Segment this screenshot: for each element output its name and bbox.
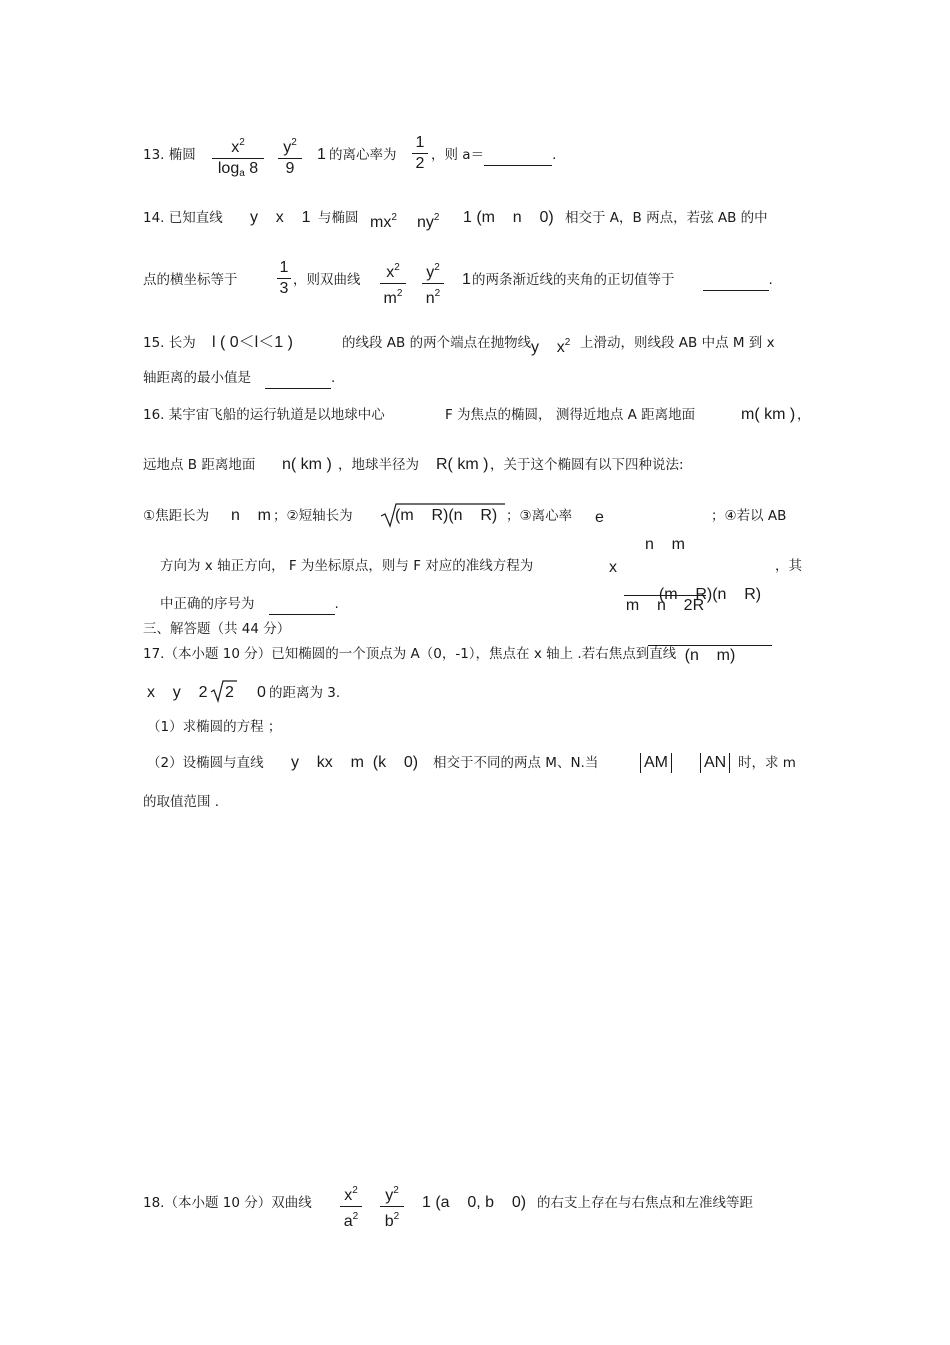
q14-line1-b: 与椭圆 — [318, 210, 359, 226]
q16-line2-a: 远地点 B 距离地面 — [143, 457, 256, 473]
q13-frac-x-log: $\frac{x^2}{\log_a 8}$ — [212, 133, 264, 184]
q14-ny2: $ny^2$ — [417, 212, 440, 231]
q14-answer-blank[interactable] — [703, 270, 769, 291]
q16-answer-blank[interactable] — [269, 594, 335, 615]
q16-line3-d: ；④若以 AB — [711, 508, 787, 524]
q16-directrix-frac: $\frac{\text{(m R)(n R)}}{\text{(n m)}}$ — [648, 545, 772, 706]
q14-line1-c: 相交于 A，B 两点，若弦 AB 的中 — [565, 210, 768, 226]
q16-line1-c: ， — [797, 407, 811, 423]
q18-suffix: 的右支上存在与右焦点和左准线等距 — [537, 1195, 753, 1211]
q17-abs-an: AN — [700, 753, 730, 773]
q15-line1-c: 上滑动，则线段 AB 中点 M 到 x — [580, 335, 775, 351]
q14-line2-a: 点的横坐标等于 — [143, 272, 238, 288]
q16-e: e — [595, 509, 604, 526]
q14-line2-c: 的两条渐近线的夹角的正切值等于 . — [472, 270, 773, 291]
q14-line2-b: ，则双曲线 — [293, 272, 361, 288]
q17-part2-c: 时，求 m — [738, 755, 796, 771]
q14-frac-y-n: $\frac{y^2}{n^2}$ — [422, 258, 444, 309]
q13-answer-blank[interactable] — [484, 145, 552, 166]
q13-mid: 的离心率为 — [329, 147, 397, 163]
q17-abs-am: AM — [640, 753, 672, 773]
q15-line1-a: 15. 长为 — [143, 335, 196, 351]
q17-part1: （1）求椭圆的方程 ； — [147, 719, 282, 735]
q13-frac-y-9: $\frac{y^2}{9}$ — [278, 133, 302, 179]
q14-mx2: $mx^2$ — [370, 212, 397, 231]
q16-line3-c: ；③离心率 — [506, 508, 573, 524]
q16-line3-a: ①焦距长为 — [143, 508, 210, 524]
q16-r-km: R( km ) — [436, 456, 489, 473]
q16-eccentricity-frac: $\frac{\text{n m}}{\text{m n 2R}}$ — [625, 536, 705, 614]
q13-eq-one: 1 — [317, 146, 326, 163]
q16-line5: 中正确的序号为 . — [160, 594, 339, 615]
q18-frac-y-b: $\frac{y^2}{b^2}$ — [380, 1181, 404, 1232]
q13-prefix: 13. 椭圆 — [143, 147, 196, 163]
q17-zero: 0 — [257, 684, 266, 701]
q16-line1-a: 16. 某宇宙飞船的运行轨道是以地球中心 — [143, 407, 385, 423]
q17-part2-a: （2）设椭圆与直线 — [147, 755, 264, 771]
q15-line1-b: 的线段 AB 的两个端点在抛物线 — [342, 335, 532, 351]
q16-focal-len: n m — [231, 507, 272, 524]
section-title: 三、解答题（共 44 分） — [143, 621, 291, 637]
q17-part2-d: 的取值范围 . — [143, 794, 220, 810]
q16-minor-axis: (m R)(n R) — [395, 507, 498, 524]
q17-part2-b: 相交于不同的两点 M、N.当 — [433, 755, 599, 771]
q14-line1-a: 14. 已知直线 — [143, 210, 223, 226]
q16-line2-c: ，关于这个椭圆有以下四种说法: — [490, 457, 684, 473]
q16-x: x — [609, 559, 617, 576]
q14-frac-x-m: $\frac{x^2}{m^2}$ — [380, 258, 406, 309]
q13-frac-half: $\frac{1}{2}$ — [412, 133, 428, 174]
q14-frac-third: $\frac{1}{3}$ — [277, 258, 291, 299]
q16-m-km: m( km ) — [741, 406, 796, 423]
q15-parabola: y $x^2$ — [531, 337, 571, 356]
q16-line2-b: ，地球半径为 — [338, 457, 419, 473]
q15-line2: 轴距离的最小值是 . — [143, 368, 335, 389]
q14-line-eq: y x 1 — [250, 209, 311, 226]
q15-answer-blank[interactable] — [265, 368, 331, 389]
q17-line1: 17.（本小题 10 分）已知椭圆的一个顶点为 A（0，-1），焦点在 x 轴上 .若右焦点到直线 — [143, 646, 677, 662]
q18-frac-x-a: $\frac{x^2}{a^2}$ — [340, 1181, 362, 1232]
q14-eq-one: 1 — [462, 271, 471, 288]
q17-line-eq: x y 2 — [147, 684, 208, 701]
q16-line4-b: ，其 — [775, 558, 802, 574]
q18-condition: 1 (a 0, b 0) — [422, 1194, 527, 1211]
q17-line2-b: 的距离为 3. — [269, 685, 341, 701]
q16-line3-b: ；②短轴长为 — [273, 508, 353, 524]
q14-condition: 1 (m n 0) — [463, 209, 554, 226]
q16-line4-a: 方向为 x 轴正方向， F 为坐标原点，则与 F 对应的准线方程为 — [160, 558, 534, 574]
q16-line1-b: F 为焦点的椭圆， 测得近地点 A 距离地面 — [445, 407, 696, 423]
q18-prefix: 18.（本小题 10 分）双曲线 — [143, 1195, 312, 1211]
q17-radicand: 2 — [225, 684, 234, 701]
q16-n-km: n( km ) — [282, 456, 332, 473]
q15-length-cond: l ( 0＜l＜1 ) — [212, 334, 293, 351]
q13-suffix: ，则 a＝ . — [431, 145, 556, 166]
q17-part2-line: y kx m (k 0) — [291, 754, 419, 771]
